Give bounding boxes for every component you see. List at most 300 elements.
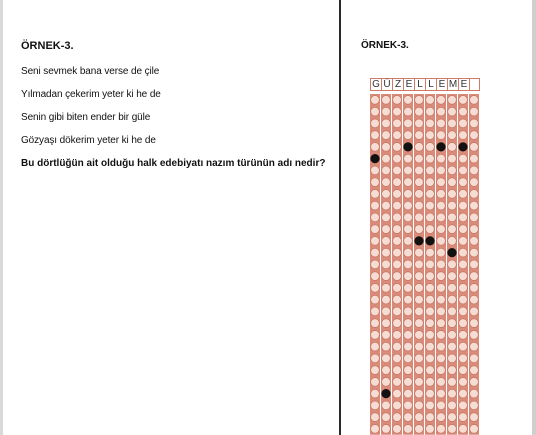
answer-bubble <box>470 342 479 351</box>
answer-bubble <box>459 295 468 304</box>
answer-bubble <box>371 401 380 410</box>
answer-bubble <box>437 295 446 304</box>
answer-bubble <box>448 331 457 340</box>
answer-bubble <box>404 190 413 199</box>
answer-bubble <box>404 225 413 234</box>
answer-bubble <box>426 131 435 140</box>
answer-bubble <box>415 131 424 140</box>
answer-bubble <box>382 178 391 187</box>
answer-bubble <box>415 178 424 187</box>
answer-bubble <box>404 284 413 293</box>
answer-bubble <box>415 260 424 269</box>
answer-bubble <box>448 131 457 140</box>
answer-bubble <box>415 342 424 351</box>
filled-bubble <box>415 237 424 246</box>
answer-bubble <box>459 154 468 163</box>
answer-bubble <box>404 378 413 387</box>
answer-bubble <box>415 190 424 199</box>
answer-bubble <box>382 119 391 128</box>
answer-bubble <box>393 284 402 293</box>
answer-bubble <box>371 354 380 363</box>
answer-bubble <box>448 166 457 175</box>
answer-bubble <box>404 413 413 422</box>
answer-bubble <box>426 272 435 281</box>
answer-bubble <box>448 319 457 328</box>
answer-bubble <box>459 342 468 351</box>
answer-bubble <box>415 96 424 105</box>
answer-bubble <box>459 425 468 434</box>
right-page-edge <box>532 0 536 435</box>
answer-bubble <box>382 425 391 434</box>
answer-bubble <box>382 107 391 116</box>
answer-bubble <box>371 131 380 140</box>
answer-bubble <box>470 319 479 328</box>
answer-bubble <box>404 307 413 316</box>
answer-bubble <box>437 389 446 398</box>
answer-bubble <box>459 331 468 340</box>
answer-bubble <box>448 225 457 234</box>
answer-bubble <box>404 295 413 304</box>
answer-bubble <box>393 225 402 234</box>
filled-bubble <box>437 143 446 152</box>
answer-bubble <box>470 225 479 234</box>
answer-bubble <box>448 307 457 316</box>
answer-bubble <box>382 354 391 363</box>
answer-bubble <box>426 107 435 116</box>
answer-bubble <box>459 413 468 422</box>
answer-bubble <box>426 366 435 375</box>
answer-bubble <box>382 201 391 210</box>
answer-bubble <box>382 166 391 175</box>
answer-bubble <box>393 190 402 199</box>
answer-bubble <box>382 154 391 163</box>
answer-bubble <box>371 413 380 422</box>
answer-bubble <box>426 319 435 328</box>
answer-bubble <box>404 389 413 398</box>
answer-bubble <box>426 307 435 316</box>
answer-bubble <box>382 307 391 316</box>
answer-bubble <box>415 354 424 363</box>
answer-bubble <box>426 190 435 199</box>
answer-bubble <box>382 284 391 293</box>
answer-bubble <box>415 366 424 375</box>
answer-bubble <box>426 354 435 363</box>
answer-bubble <box>448 107 457 116</box>
answer-bubble <box>459 107 468 116</box>
answer-bubble <box>459 237 468 246</box>
answer-bubble <box>426 166 435 175</box>
answer-bubble <box>426 413 435 422</box>
answer-bubble <box>415 331 424 340</box>
answer-bubble <box>382 401 391 410</box>
answer-bubble <box>415 295 424 304</box>
answer-bubble <box>382 143 391 152</box>
answer-bubble <box>371 295 380 304</box>
answer-bubble <box>437 190 446 199</box>
answer-bubble <box>393 131 402 140</box>
answer-bubble <box>448 178 457 187</box>
answer-bubble <box>470 119 479 128</box>
answer-bubble <box>470 201 479 210</box>
answer-bubble <box>404 166 413 175</box>
answer-bubble <box>470 107 479 116</box>
answer-bubble <box>448 295 457 304</box>
answer-bubble <box>437 119 446 128</box>
answer-bubble <box>371 213 380 222</box>
answer-bubble <box>404 178 413 187</box>
answer-bubble <box>404 260 413 269</box>
answer-bubble <box>382 213 391 222</box>
answer-bubble <box>426 143 435 152</box>
answer-bubble <box>415 378 424 387</box>
answer-bubble <box>459 319 468 328</box>
answer-bubble <box>459 307 468 316</box>
answer-bubble <box>404 213 413 222</box>
answer-bubble <box>437 107 446 116</box>
answer-bubble <box>415 154 424 163</box>
answer-bubble <box>371 366 380 375</box>
answer-bubble <box>371 166 380 175</box>
answer-bubble <box>459 284 468 293</box>
answer-bubble <box>470 389 479 398</box>
answer-bubble <box>448 190 457 199</box>
answer-bubble <box>437 248 446 257</box>
answer-bubble <box>448 143 457 152</box>
answer-bubble <box>393 107 402 116</box>
answer-bubble <box>426 331 435 340</box>
answer-bubble <box>470 96 479 105</box>
answer-bubble <box>393 295 402 304</box>
answer-bubble <box>415 213 424 222</box>
answer-bubble <box>404 237 413 246</box>
answer-bubble <box>437 131 446 140</box>
answer-bubble <box>426 284 435 293</box>
answer-bubble <box>426 213 435 222</box>
answer-bubble <box>426 96 435 105</box>
answer-bubble <box>426 389 435 398</box>
answer-bubble <box>371 260 380 269</box>
answer-bubble <box>371 272 380 281</box>
answer-letter-box: L <box>414 78 425 91</box>
answer-bubble <box>437 307 446 316</box>
answer-bubble <box>404 331 413 340</box>
answer-bubble <box>470 307 479 316</box>
answer-bubble <box>415 107 424 116</box>
answer-bubble <box>448 272 457 281</box>
answer-bubble <box>448 260 457 269</box>
answer-bubble <box>415 166 424 175</box>
answer-bubble <box>470 260 479 269</box>
answer-bubble <box>382 295 391 304</box>
answer-bubble <box>459 260 468 269</box>
answer-bubble <box>437 342 446 351</box>
answer-bubble <box>404 96 413 105</box>
answer-bubble <box>426 178 435 187</box>
answer-bubble <box>448 401 457 410</box>
answer-letter-box: G <box>370 78 381 91</box>
answer-bubble <box>393 213 402 222</box>
answer-bubble <box>437 260 446 269</box>
answer-bubble <box>415 401 424 410</box>
answer-bubble <box>404 201 413 210</box>
answer-bubble <box>415 248 424 257</box>
answer-bubble <box>426 425 435 434</box>
answer-bubble <box>371 225 380 234</box>
answer-bubble <box>393 119 402 128</box>
answer-bubble <box>437 378 446 387</box>
answer-bubble <box>437 225 446 234</box>
left-page-edge <box>0 0 3 435</box>
answer-bubble <box>470 413 479 422</box>
answer-bubble <box>470 154 479 163</box>
answer-bubble <box>404 154 413 163</box>
answer-bubble <box>382 366 391 375</box>
answer-bubble <box>448 354 457 363</box>
answer-bubble <box>382 342 391 351</box>
answer-bubble <box>459 366 468 375</box>
filled-bubble <box>382 389 391 398</box>
answer-bubble <box>415 225 424 234</box>
answer-bubble <box>393 143 402 152</box>
answer-bubble <box>382 131 391 140</box>
answer-bubble <box>470 378 479 387</box>
answer-bubble <box>448 389 457 398</box>
answer-bubble <box>426 225 435 234</box>
answer-bubble <box>371 107 380 116</box>
answer-bubble <box>470 425 479 434</box>
answer-bubble <box>371 342 380 351</box>
verse-line-1: Seni sevmek bana verse de çile <box>21 66 160 77</box>
answer-bubble <box>415 201 424 210</box>
answer-bubble <box>371 248 380 257</box>
answer-letter-box: Z <box>392 78 403 91</box>
answer-bubble <box>371 119 380 128</box>
answer-bubble <box>448 342 457 351</box>
bubble-grid <box>370 94 490 435</box>
answer-letter-box: E <box>458 78 469 91</box>
answer-bubble <box>426 119 435 128</box>
answer-bubble <box>459 166 468 175</box>
answer-bubble <box>382 248 391 257</box>
question-panel <box>21 40 331 170</box>
verse-line-3: Senin gibi biten ender bir güle <box>21 112 151 123</box>
answer-bubble <box>404 248 413 257</box>
answer-bubble <box>459 178 468 187</box>
answer-bubble <box>404 342 413 351</box>
answer-letter-box <box>469 78 480 91</box>
answer-bubble <box>371 201 380 210</box>
answer-bubble <box>382 237 391 246</box>
answer-bubble <box>470 248 479 257</box>
answer-bubble <box>382 331 391 340</box>
answer-bubble <box>393 201 402 210</box>
answer-bubble <box>393 342 402 351</box>
answer-bubble <box>426 378 435 387</box>
verse-line-2: Yılmadan çekerim yeter ki he de <box>21 89 161 100</box>
answer-bubble <box>426 401 435 410</box>
answer-bubble <box>448 425 457 434</box>
answer-bubble <box>415 284 424 293</box>
answer-bubble <box>404 354 413 363</box>
answer-bubble <box>426 248 435 257</box>
answer-bubble <box>470 354 479 363</box>
answer-letter-box: E <box>436 78 447 91</box>
answer-bubble <box>459 119 468 128</box>
answer-bubble <box>448 378 457 387</box>
answer-bubble <box>382 413 391 422</box>
answer-bubble <box>470 272 479 281</box>
answer-bubble <box>470 284 479 293</box>
answer-letter-box: Ü <box>381 78 392 91</box>
answer-bubble <box>371 331 380 340</box>
answer-bubble <box>404 319 413 328</box>
page-divider <box>339 0 341 435</box>
answer-bubble <box>371 143 380 152</box>
answer-bubble <box>404 119 413 128</box>
answer-bubble <box>437 366 446 375</box>
answer-bubble <box>459 378 468 387</box>
answer-bubble <box>404 425 413 434</box>
answer-bubble <box>393 389 402 398</box>
answer-bubble <box>393 413 402 422</box>
answer-bubble <box>437 284 446 293</box>
answer-bubble <box>404 107 413 116</box>
answer-bubble <box>426 260 435 269</box>
answer-bubble <box>404 131 413 140</box>
answer-bubble <box>459 213 468 222</box>
answer-bubble <box>448 213 457 222</box>
answer-bubble <box>371 284 380 293</box>
filled-bubble <box>371 154 380 163</box>
answer-bubble <box>371 425 380 434</box>
answer-bubble <box>448 366 457 375</box>
answer-bubble <box>470 178 479 187</box>
answer-heading: ÖRNEK-3. <box>361 40 409 51</box>
answer-bubble <box>448 201 457 210</box>
answer-bubble <box>393 248 402 257</box>
answer-bubble <box>459 401 468 410</box>
answer-bubble <box>459 225 468 234</box>
answer-bubble <box>393 178 402 187</box>
answer-bubble <box>382 319 391 328</box>
answer-bubble <box>382 378 391 387</box>
answer-bubble <box>448 284 457 293</box>
answer-bubble <box>437 237 446 246</box>
answer-bubble <box>371 190 380 199</box>
answer-bubble <box>404 272 413 281</box>
answer-bubble <box>371 389 380 398</box>
answer-bubble <box>470 237 479 246</box>
answer-bubble <box>426 201 435 210</box>
answer-bubble <box>371 237 380 246</box>
answer-bubble <box>470 295 479 304</box>
answer-bubble <box>437 425 446 434</box>
filled-bubble <box>426 237 435 246</box>
answer-bubble <box>393 96 402 105</box>
answer-bubble <box>437 272 446 281</box>
example-heading: ÖRNEK-3. <box>21 40 74 52</box>
answer-bubble <box>426 342 435 351</box>
optical-answer-sheet <box>370 78 490 435</box>
answer-bubble <box>459 248 468 257</box>
answer-bubble <box>393 401 402 410</box>
answer-bubble <box>437 354 446 363</box>
answer-bubble <box>437 178 446 187</box>
answer-bubble <box>470 401 479 410</box>
answer-bubble <box>470 366 479 375</box>
answer-bubble <box>393 237 402 246</box>
answer-bubble <box>459 354 468 363</box>
answer-bubble <box>371 96 380 105</box>
answer-bubble <box>448 119 457 128</box>
answer-bubble <box>393 378 402 387</box>
filled-bubble <box>448 248 457 257</box>
question-text: Bu dörtlüğün ait olduğu halk edebiyatı nazım türünün adı nedir? <box>21 158 326 169</box>
answer-bubble <box>393 307 402 316</box>
answer-bubble <box>415 425 424 434</box>
answer-bubble <box>448 413 457 422</box>
answer-bubble <box>437 166 446 175</box>
filled-bubble <box>459 143 468 152</box>
answer-bubble <box>404 401 413 410</box>
answer-bubble <box>415 307 424 316</box>
answer-bubble <box>415 272 424 281</box>
answer-bubble <box>415 319 424 328</box>
answer-bubble <box>437 413 446 422</box>
answer-bubble <box>437 319 446 328</box>
filled-bubble <box>404 143 413 152</box>
answer-bubble <box>470 131 479 140</box>
answer-bubble <box>393 260 402 269</box>
answer-letter-box: E <box>403 78 414 91</box>
answer-bubble <box>404 366 413 375</box>
answer-bubble <box>393 154 402 163</box>
answer-bubble <box>470 166 479 175</box>
answer-bubble <box>382 190 391 199</box>
answer-bubble <box>393 272 402 281</box>
answer-bubble <box>371 319 380 328</box>
answer-bubble <box>382 272 391 281</box>
answer-letter-box: M <box>448 79 458 90</box>
answer-bubble <box>437 96 446 105</box>
answer-bubble <box>470 190 479 199</box>
answer-bubble <box>393 319 402 328</box>
answer-bubble <box>459 131 468 140</box>
answer-bubble <box>371 378 380 387</box>
answer-bubble <box>470 143 479 152</box>
answer-bubble <box>382 225 391 234</box>
answer-bubble <box>415 119 424 128</box>
answer-bubble <box>393 425 402 434</box>
answer-bubble <box>382 96 391 105</box>
answer-bubble <box>437 201 446 210</box>
answer-bubble <box>470 331 479 340</box>
answer-bubble <box>371 307 380 316</box>
verse-line-4: Gözyaşı dökerim yeter ki he de <box>21 135 156 146</box>
answer-bubble <box>437 213 446 222</box>
answer-bubble <box>448 96 457 105</box>
answer-bubble <box>459 272 468 281</box>
answer-bubble <box>448 154 457 163</box>
answer-bubble <box>382 260 391 269</box>
answer-bubble <box>470 213 479 222</box>
answer-bubble <box>393 331 402 340</box>
answer-bubble <box>459 190 468 199</box>
answer-bubble <box>415 143 424 152</box>
answer-bubble <box>437 401 446 410</box>
answer-bubble <box>437 154 446 163</box>
answer-bubble <box>415 389 424 398</box>
